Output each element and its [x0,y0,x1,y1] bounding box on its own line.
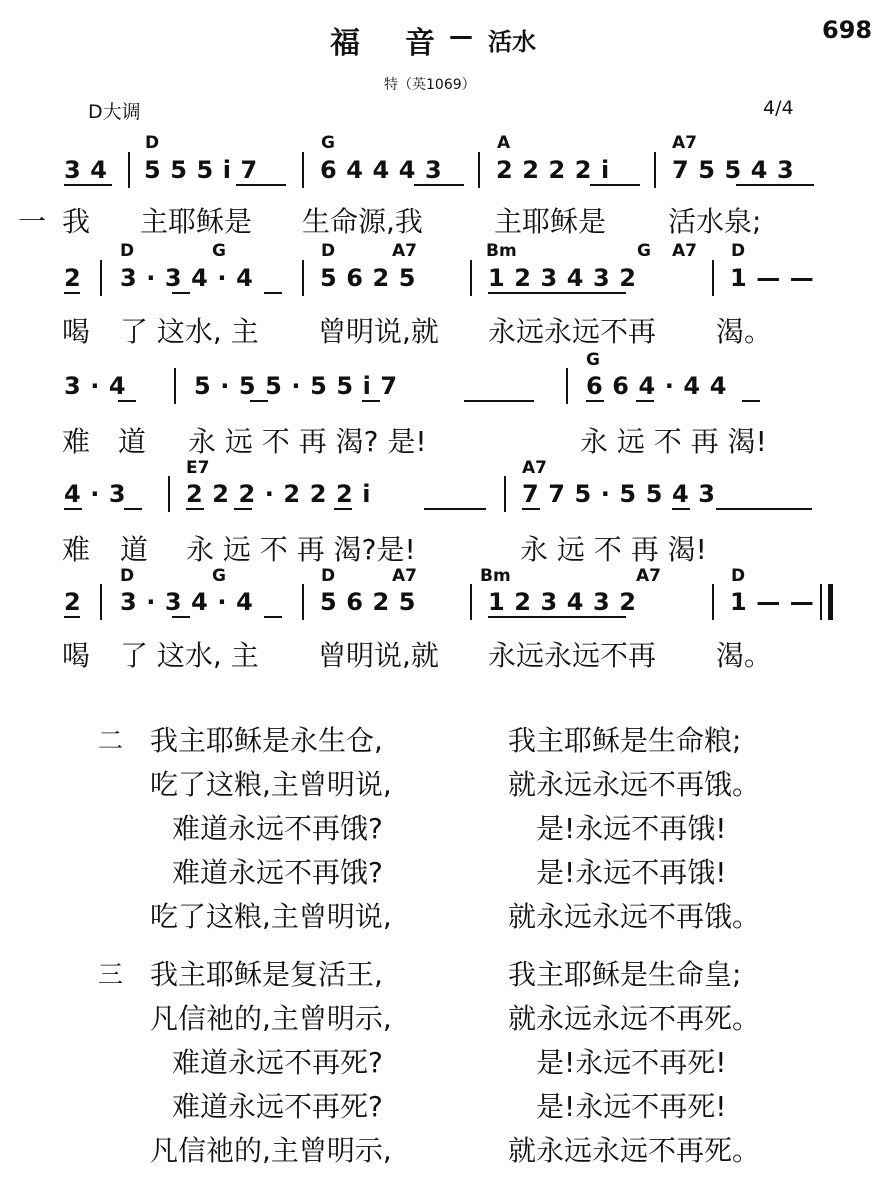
notes-measure: 5 · 5 5 · 5 5 i 7 [194,372,398,400]
notes-measure: 3 · 4 [64,372,127,400]
chord: D [321,241,336,261]
notes-measure: 5 6 2 5 [320,588,417,616]
chord: A7 [392,566,417,586]
chord: D [731,566,746,586]
beam [64,292,80,294]
beam [172,616,190,618]
notes-measure: 7 7 5 · 5 5 4 3 [522,480,716,508]
beam [64,184,112,186]
title-dash: — [449,22,473,50]
title-char-2: 音 [405,26,437,61]
notes-measure: 2 2 2 2 i [496,156,610,184]
chord: E7 [186,458,210,478]
title-char-1: 福 [330,26,362,61]
beam [264,616,282,618]
chord: A [497,133,511,153]
bar-line [470,584,472,620]
beam [636,400,654,402]
notes-measure: 6 4 4 4 3 [320,156,443,184]
bar-line [168,476,170,512]
lyric: 永远永远不再 [488,315,657,348]
beam [362,400,380,402]
beam [64,508,82,510]
lyric: 了 这水, 主 [120,639,259,672]
bar-line [504,476,506,512]
chord: A7 [672,133,697,153]
verse-label: 二 [98,726,124,755]
bar-line [302,584,304,620]
bar-line [478,152,480,188]
chord: G [586,350,600,370]
bar-line [302,260,304,296]
notes-measure: 7 5 5 4 3 [672,156,795,184]
notes-measure: 2 [64,588,82,616]
notes-measure: 5 6 2 5 [320,264,417,292]
verse-line-right: 就永远永远不再饿。 [508,900,761,933]
bar-line [712,584,714,620]
chord: A7 [392,241,417,261]
chord: G [212,241,226,261]
final-bar-line-thick [828,584,833,620]
verse-line-right: 是!永远不再饿! [536,812,727,845]
verse-line-right: 是!永远不再饿! [536,856,727,889]
bar-line [566,368,568,404]
lyric: 主耶稣是 [494,205,607,238]
beam [236,184,286,186]
chord: A7 [636,566,661,586]
chord: D [120,241,135,261]
verse-line-left: 难道永远不再饿? [172,812,383,845]
verse-line-right: 我主耶稣是生命粮; [508,724,742,757]
chord: D [731,241,746,261]
beam [488,616,626,618]
beam [186,508,204,510]
lyric: 永 远 不 再 渴! [580,425,767,458]
verse-line-left: 凡信祂的,主曾明示, [150,1134,392,1167]
notes-measure: 2 2 2 · 2 2 2 i [186,480,372,508]
chord: D [145,133,160,153]
verse-label: 三 [98,960,124,989]
bar-line [100,584,102,620]
notes-measure: 3 · 3 4 · 4 [120,264,254,292]
bar-line [654,152,656,188]
notes-measure: 1 2 3 4 3 2 [488,264,637,292]
notes-measure: 5 5 5 i 7 [144,156,258,184]
notes-measure: 3 4 [64,156,108,184]
beam [488,292,626,294]
beam [334,508,352,510]
beam [672,508,690,510]
chord: Bm [486,241,517,261]
lyric: 喝 [62,315,91,348]
stanza-1-label: 一 [18,205,47,238]
lyric: 永 远 不 再 渴?是! [186,533,416,566]
subtitle: 活水 [488,28,536,56]
notes-measure: 2 [64,264,82,292]
beam [64,616,80,618]
lyric: 永 远 不 再 渴! [520,533,707,566]
verse-line-right: 就永远永远不再死。 [508,1134,761,1167]
beam [264,292,282,294]
lyric: 我 [62,205,91,238]
verse-line-right: 就永远永远不再饿。 [508,768,761,801]
verse-line-left: 我主耶稣是永生仓, [150,724,383,757]
verse-line-right: 是!永远不再死! [536,1046,727,1079]
notes-measure: 1 — — [730,588,815,616]
verse-line-left: 我主耶稣是复活王, [150,958,383,991]
lyric: 主耶稣是 [140,205,253,238]
beam [424,508,486,510]
lyric: 渴。 [716,639,773,672]
lyric: 生命源,我 [302,205,423,238]
chord: G [637,241,651,261]
chord: A7 [672,241,697,261]
chord: G [212,566,226,586]
verse-line-left: 凡信祂的,主曾明示, [150,1002,392,1035]
lyric: 了 这水, 主 [120,315,259,348]
lyric: 渴。 [716,315,773,348]
hymn-number: 698 [822,16,873,44]
chord: D [321,566,336,586]
time-signature: 4/4 [763,97,794,119]
lyric: 曾明说,就 [318,315,439,348]
verse-line-left: 吃了这粮,主曾明说, [150,768,392,801]
chord: G [321,133,335,153]
verse-line-right: 是!永远不再死! [536,1090,727,1123]
beam [522,508,540,510]
bar-line [470,260,472,296]
beam [124,508,142,510]
notes-measure: 4 · 3 [64,480,127,508]
notes-measure: 6 6 4 · 4 4 [586,372,727,400]
chord: D [120,566,135,586]
bar-line [712,260,714,296]
lyric: 道 [120,533,149,566]
beam [736,184,814,186]
bar-line [302,152,304,188]
verse-line-left: 难道永远不再死? [172,1090,383,1123]
notes-measure: 1 — — [730,264,815,292]
beam [464,400,534,402]
chord: A7 [522,458,547,478]
chord: Bm [480,566,511,586]
lyric: 喝 [62,639,91,672]
verse-line-right: 我主耶稣是生命皇; [508,958,742,991]
beam [414,184,464,186]
lyric: 永远永远不再 [488,639,657,672]
lyric: 活水泉; [668,205,762,238]
lyric: 难 [62,425,91,458]
beam [590,184,640,186]
final-bar-line-thin [820,584,822,620]
lyric: 永 远 不 再 渴? 是! [188,425,427,458]
notes-measure: 3 · 3 4 · 4 [120,588,254,616]
beam [234,508,252,510]
verse-line-left: 吃了这粮,主曾明说, [150,900,392,933]
verse-line-left: 难道永远不再死? [172,1046,383,1079]
notes-measure: 1 2 3 4 3 2 [488,588,637,616]
bar-line [100,260,102,296]
bar-line [174,368,176,404]
verse-line-left: 难道永远不再饿? [172,856,383,889]
meter-note: 特（英1069） [384,77,476,93]
lyric: 曾明说,就 [318,639,439,672]
beam [742,400,760,402]
key-signature: D大调 [88,101,141,123]
beam [118,400,136,402]
beam [172,292,190,294]
beam [250,400,268,402]
beam [586,400,604,402]
lyric: 道 [118,425,147,458]
lyric: 难 [62,533,91,566]
bar-line [128,152,130,188]
beam [716,508,812,510]
verse-line-right: 就永远永远不再死。 [508,1002,761,1035]
